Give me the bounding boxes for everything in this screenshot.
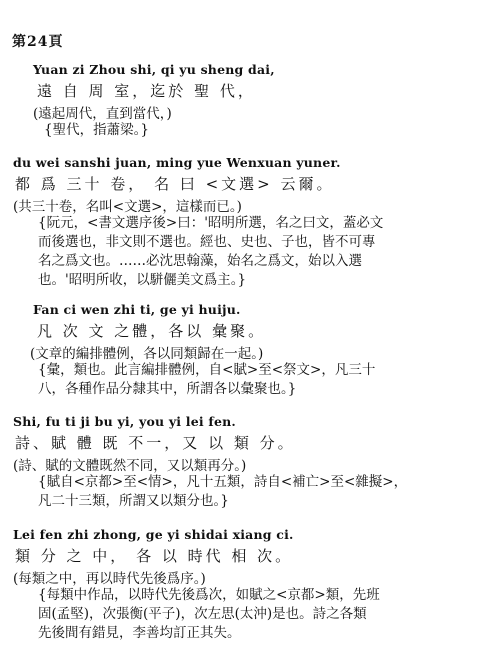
chinese-line: 遠 自 周 室，迄於 聖 代， xyxy=(37,82,256,100)
translation-line: (文章的編排體例，各以同類歸在一起。) xyxy=(30,346,264,362)
note-line: {賦自<京都>至<情>，凡十五類，詩自<補亡>至<雜擬>， xyxy=(38,474,408,490)
note-block xyxy=(38,473,407,511)
translation-line: (詩、賦的文體既然不同，又以類再分。) xyxy=(13,458,247,474)
note-line: 名之爲文也。……必沈思翰藻，始名之爲文，始以入選 xyxy=(38,253,362,269)
note-line: 先後間有錯見，李善均訂正其失。 xyxy=(38,625,241,641)
pinyin-line: Fan ci wen zhi ti, ge yi huiju. xyxy=(33,302,241,317)
note-block xyxy=(44,121,149,140)
pinyin-line: Yuan zi Zhou shi, qi yu sheng dai, xyxy=(33,62,275,77)
pinyin-line: du wei sanshi juan, ming yue Wenxuan yuner. xyxy=(13,155,341,170)
note-line: 凡二十三類，所謂又以類分也。} xyxy=(38,493,229,509)
translation-line: (遠起周代，直到當代，) xyxy=(33,106,172,122)
note-line: 也。'昭明所收，以駢儷美文爲主。} xyxy=(38,272,247,288)
pinyin-line: Lei fen zhi zhong, ge yi shidai xiang ci. xyxy=(13,527,294,542)
note-line: {阮元，<書文選序後>曰：'昭明所選，名之曰文，蓋必文 xyxy=(38,215,384,231)
note-line: 八，各種作品分隸其中，所謂各以彙聚也。} xyxy=(38,381,297,397)
pinyin-line: Shi, fu ti ji bu yi, you yi lei fen. xyxy=(13,414,236,429)
chinese-line: 都 爲 三十 卷， 名 曰 <文選> 云爾。 xyxy=(15,175,335,193)
translation-line: (共三十卷，名叫<文選>，這樣而已。) xyxy=(13,199,242,215)
note-line: {彙，類也。此言編排體例，自<賦>至<祭文>，凡三十 xyxy=(38,362,376,378)
note-line: {每類中作品，以時代先後爲次，如賦之<京都>類，先班 xyxy=(38,587,380,603)
translation-line: (每類之中，再以時代先後爲序。) xyxy=(13,571,206,587)
note-line: 而後選也，非文則不選也。經也、史也、子也，皆不可專 xyxy=(38,234,376,250)
chinese-line: 凡 次 文 之體，各以 彙聚。 xyxy=(37,322,267,340)
note-block xyxy=(38,214,383,290)
page-number: 第24頁 xyxy=(12,34,64,50)
note-block xyxy=(38,361,375,399)
chinese-line: 類 分 之 中， 各 以 時代 相 次。 xyxy=(15,547,294,565)
note-line: 固(孟堅)，次張衡(平子)，次左思(太沖)是也。詩之各類 xyxy=(38,606,367,622)
note-line: {聖代，指蕭梁。} xyxy=(44,122,149,138)
note-block xyxy=(38,586,380,643)
chinese-line: 詩、賦 體 既 不一，又 以 類 分。 xyxy=(15,434,296,452)
